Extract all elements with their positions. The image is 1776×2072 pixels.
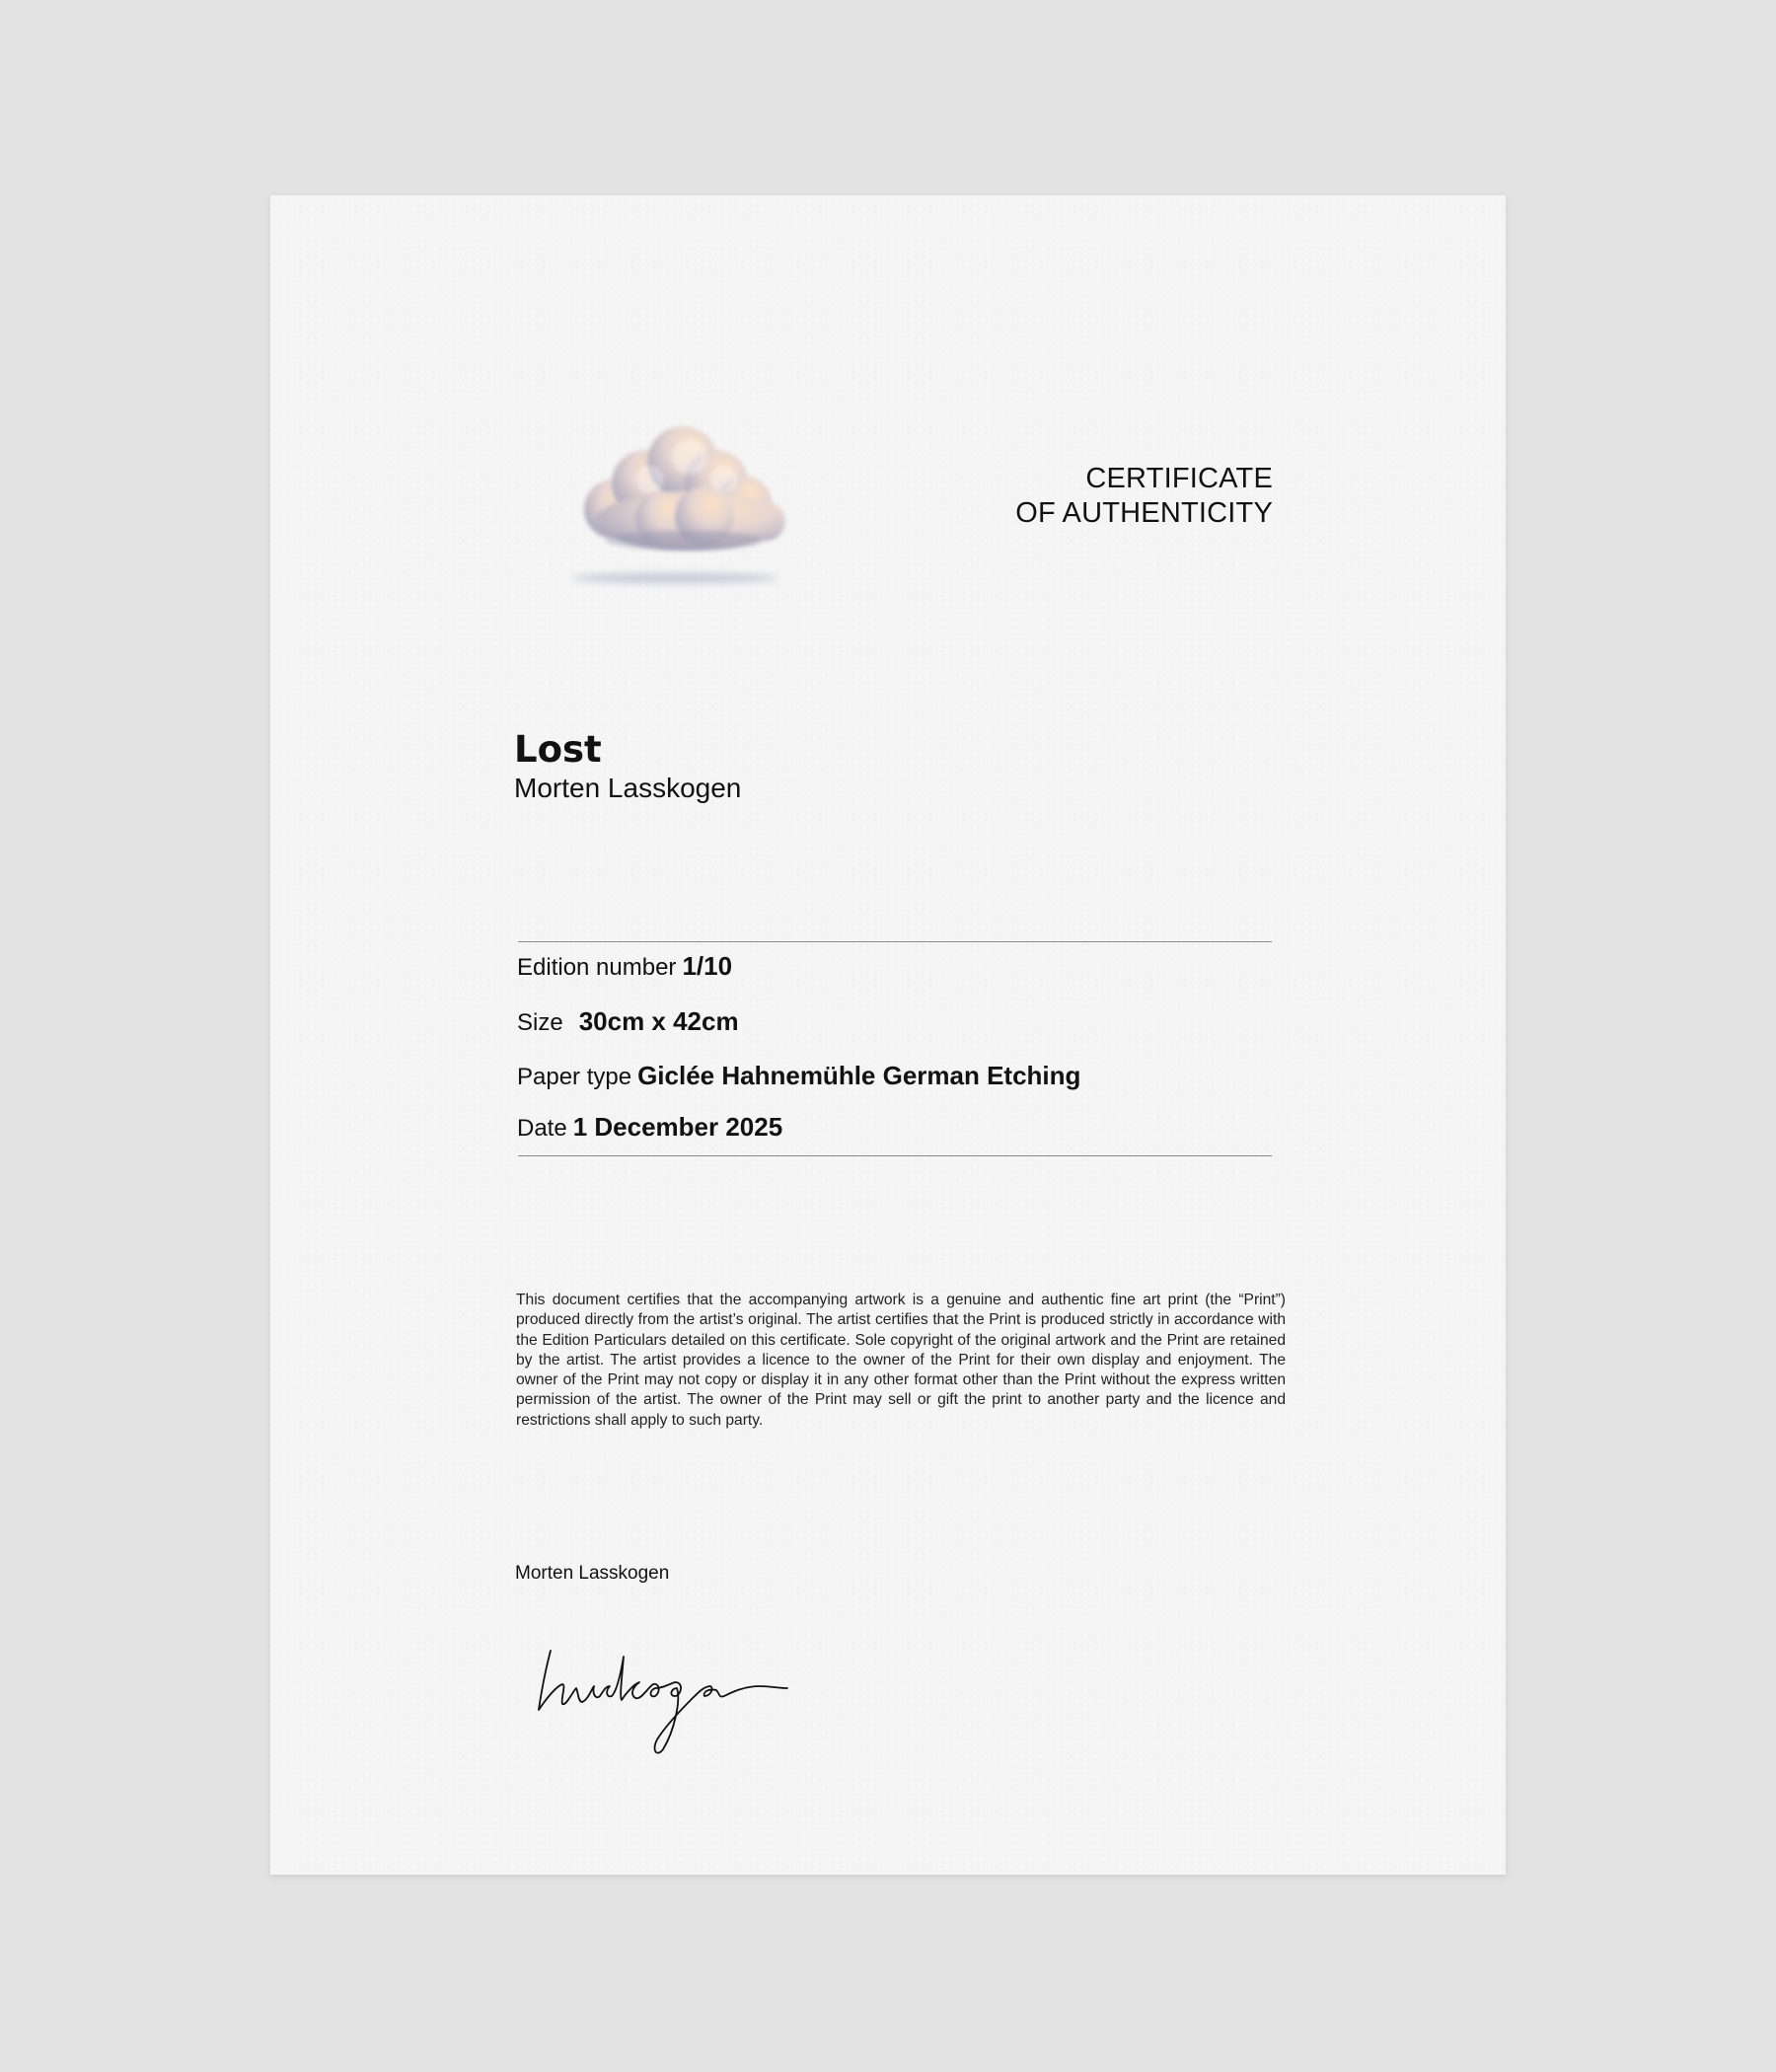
heading-line-2: OF AUTHENTICITY <box>1015 497 1273 529</box>
certificate-heading <box>981 462 1273 531</box>
paper-type-row <box>517 1061 1080 1092</box>
edition-label: Edition number <box>517 954 677 981</box>
details-bottom-divider <box>518 1155 1272 1156</box>
heading-line-1: CERTIFICATE <box>1085 463 1273 494</box>
signature-name: Morten Lasskogen <box>515 1563 670 1584</box>
artist-name: Morten Lasskogen <box>514 773 742 803</box>
paper-type-value: Giclée Hahnemühle German Etching <box>637 1061 1081 1090</box>
edition-row <box>517 951 732 983</box>
date-value: 1 December 2025 <box>572 1112 783 1142</box>
size-label: Size <box>517 1009 563 1036</box>
artwork-title: Lost <box>514 728 602 771</box>
artist-signature <box>537 1641 793 1769</box>
size-value: 30cm x 42cm <box>578 1006 739 1036</box>
date-label: Date <box>517 1115 567 1142</box>
cloud-image <box>556 403 813 590</box>
size-row <box>517 1006 739 1038</box>
certificate-paper <box>270 195 1506 1875</box>
edition-value: 1/10 <box>682 951 733 981</box>
paper-type-label: Paper type <box>517 1064 632 1090</box>
date-row <box>517 1112 782 1144</box>
legal-statement: This document certifies that the accompanying artwork is a genuine and authentic fine art print (the “Print”) produced directly from the artist’s original. The artist certifies that the Print is produced strictly in accordance with the Edition Particulars detailed on this certificate. Sole copyright of the original artwork and the Print are retained by the artist. The artist provides a licence to the owner of the Print for their own display and enjoyment. The owner of the Print may not copy or display it in any other format other than the Print without the express written permission of the artist. The owner of the Print may sell or gift the print to another party and the licence and restrictions shall apply to such party. <box>516 1292 1286 1429</box>
details-top-divider <box>518 941 1272 942</box>
